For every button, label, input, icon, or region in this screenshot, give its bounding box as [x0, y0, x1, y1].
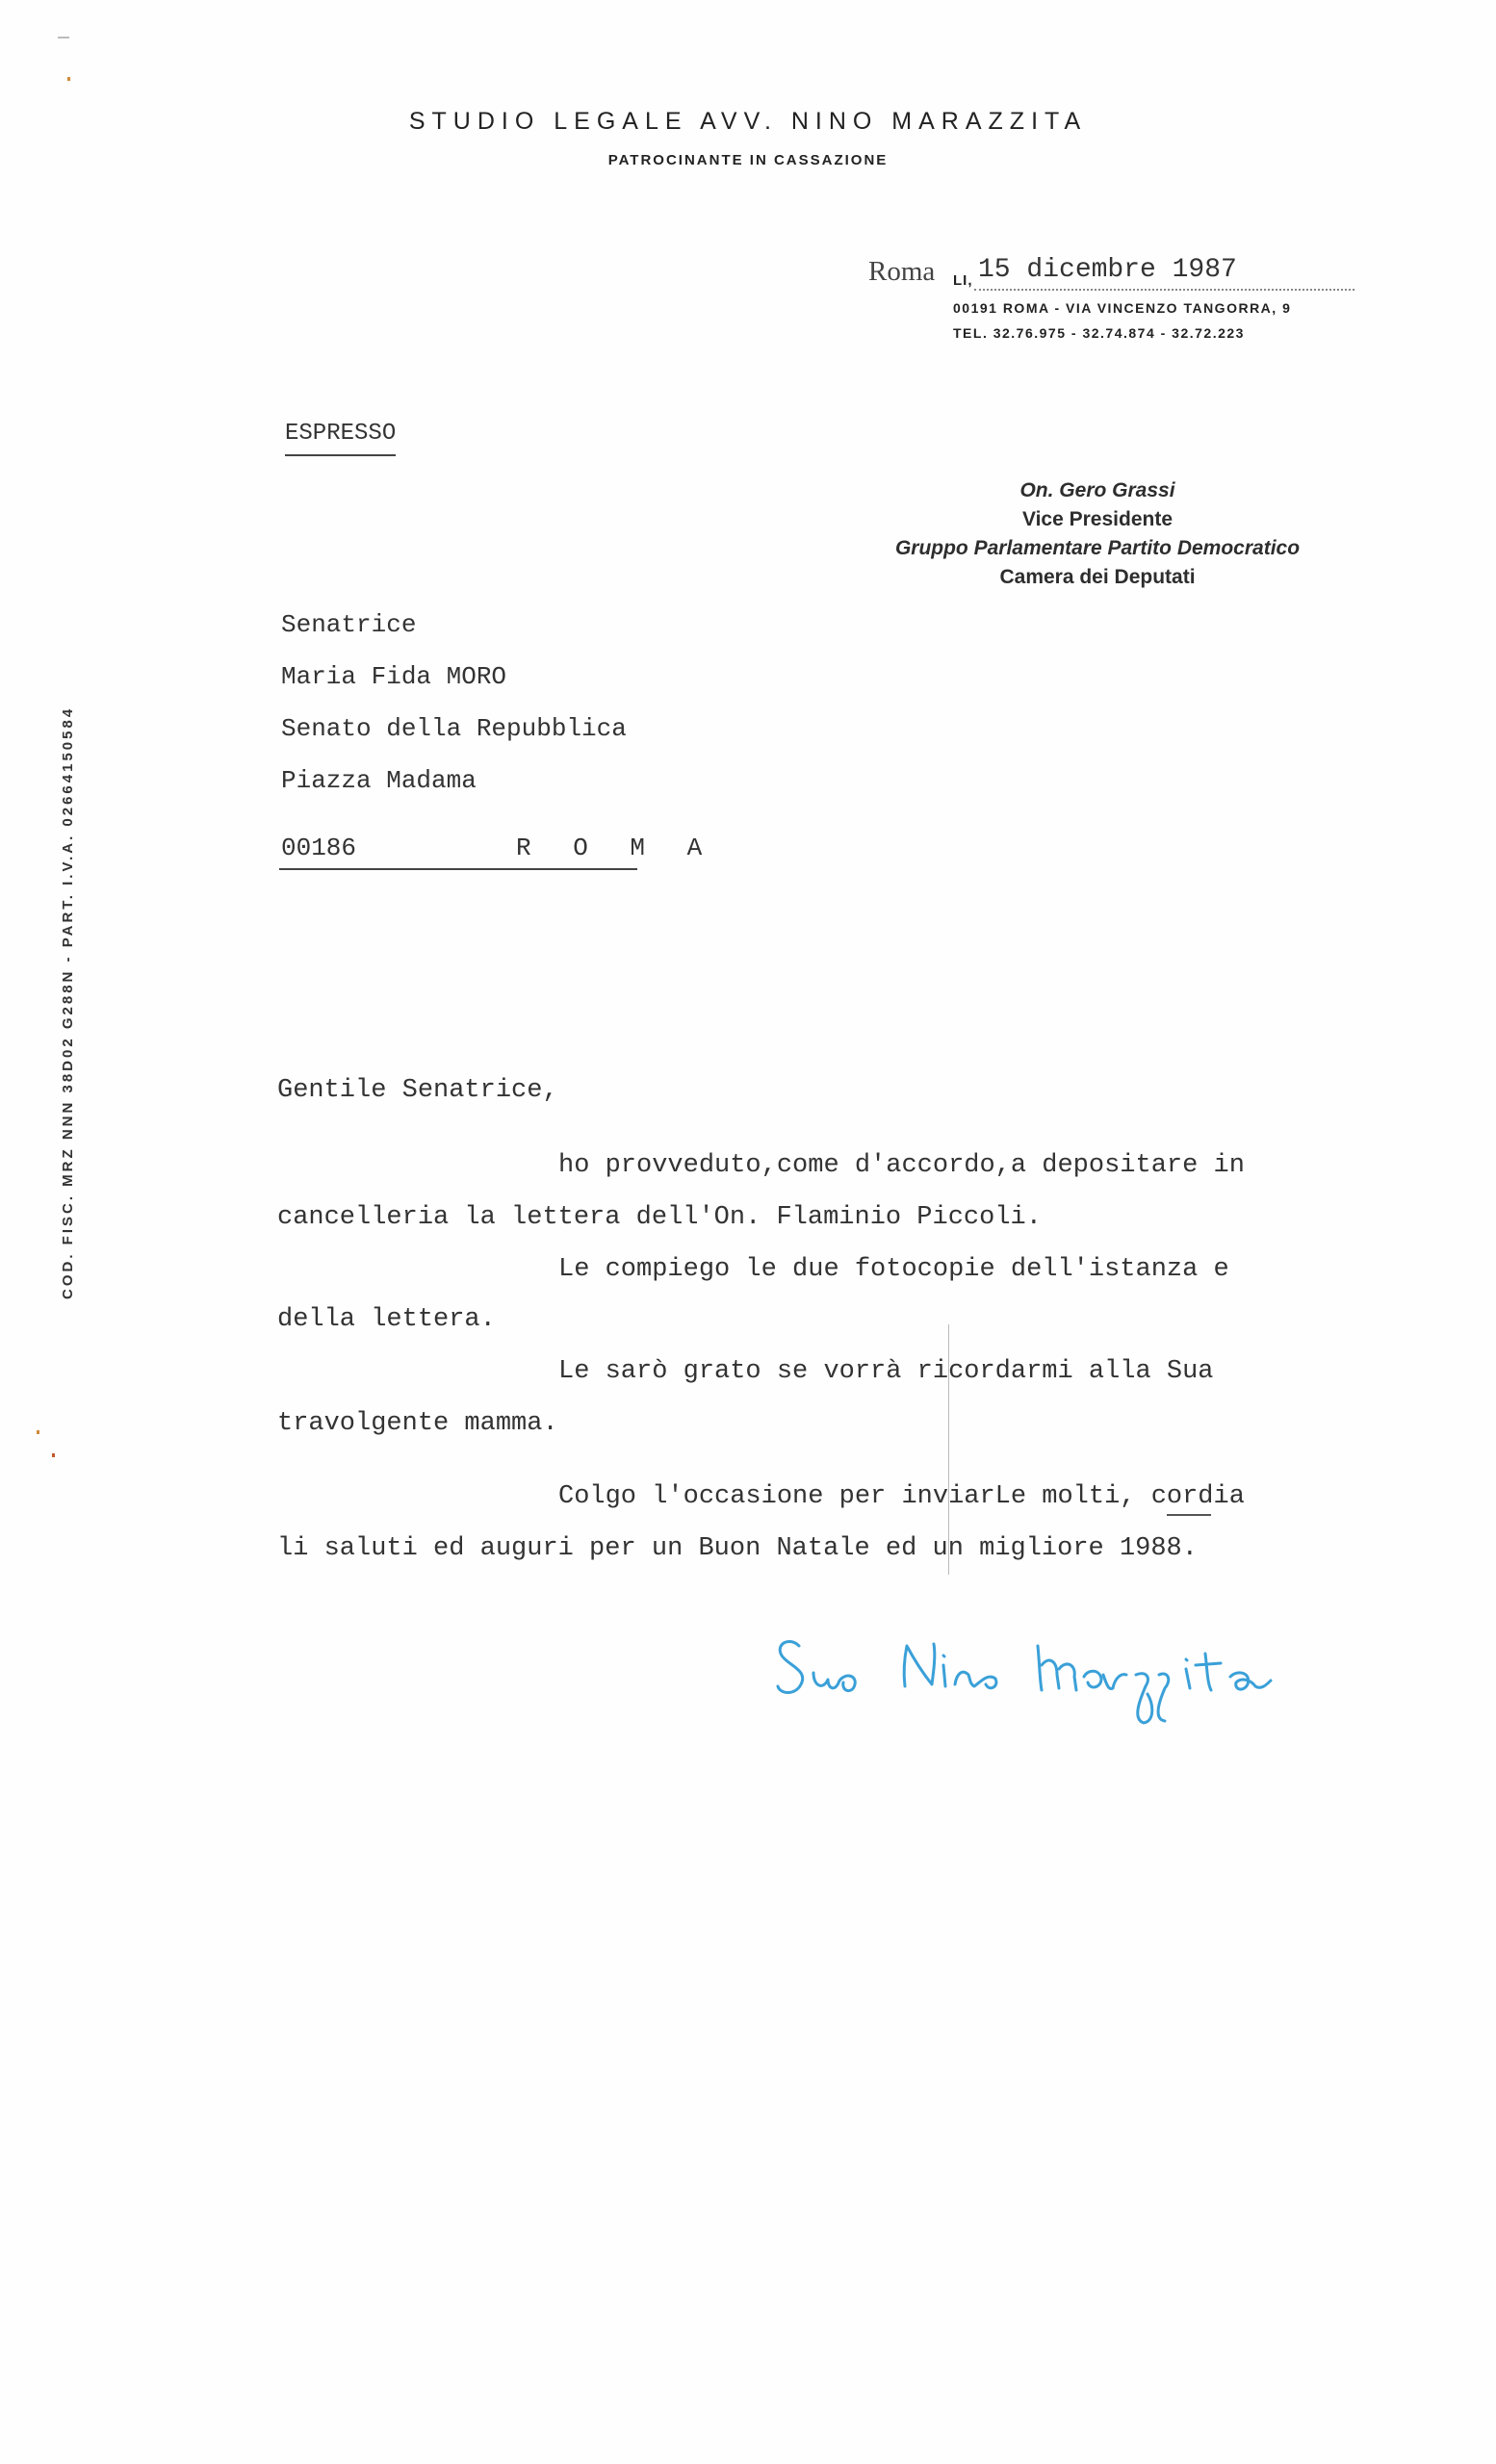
recipient-title: Senatrice: [281, 610, 417, 639]
scan-mark: [67, 77, 70, 81]
firm-subtitle: PATROCINANTE IN CASSAZIONE: [607, 152, 889, 168]
date-dotted-line: [974, 289, 1354, 291]
recipient-street: Piazza Madama: [281, 766, 477, 795]
firm-name: STUDIO LEGALE AVV. NINO MARAZZITA: [408, 108, 1088, 135]
li-label: LI,: [953, 272, 973, 289]
letter-date: 15 dicembre 1987: [978, 255, 1237, 285]
firm-phones: TEL. 32.76.975 - 32.74.874 - 32.72.223: [953, 325, 1245, 341]
recipient-institution: Senato della Repubblica: [281, 714, 627, 743]
stamp-group: Gruppo Parlamentare Partito Democratico: [894, 537, 1301, 559]
scan-mark: [58, 37, 69, 38]
firm-address: 00191 ROMA - VIA VINCENZO TANGORRA, 9: [953, 300, 1292, 316]
stamp-role: Vice Presidente: [1021, 508, 1174, 530]
recipient-city: R O M A: [516, 834, 716, 862]
greeting: Gentile Senatrice,: [277, 1076, 558, 1105]
handwritten-signature: [770, 1627, 1290, 1752]
stamp-chamber: Camera dei Deputati: [999, 566, 1196, 588]
body-line: cancelleria la lettera dell'On. Flaminio Piccoli.: [277, 1203, 1042, 1232]
place: Roma: [868, 256, 936, 287]
body-line: Le compiego le due fotocopie dell'istanza e: [558, 1255, 1229, 1284]
stamp-name: On. Gero Grassi: [1019, 479, 1175, 501]
scan-mark: [37, 1430, 39, 1434]
fold-line: [948, 1324, 949, 1575]
scan-mark: [52, 1453, 55, 1457]
underline-mark: [1167, 1514, 1211, 1516]
delivery-mark: ESPRESSO: [285, 421, 396, 456]
body-line: Le sarò grato se vorrà ricordarmi alla Sua: [558, 1357, 1214, 1386]
body-line: della lettera.: [277, 1305, 496, 1334]
recipient-name: Maria Fida MORO: [281, 662, 507, 691]
recipient-underline: [279, 868, 637, 870]
fiscal-code-side-text: COD. FISC. MRZ NNN 38D02 G288N - PART. I.V.A. 02664150584: [60, 706, 76, 1299]
body-line: ho provveduto,come d'accordo,a depositare in: [558, 1151, 1245, 1180]
body-line: Colgo l'occasione per inviarLe molti, cordia: [558, 1482, 1245, 1511]
recipient-cap: 00186: [281, 834, 357, 862]
body-line: li saluti ed auguri per un Buon Natale ed un migliore 1988.: [277, 1534, 1198, 1563]
body-line: travolgente mamma.: [277, 1409, 558, 1438]
